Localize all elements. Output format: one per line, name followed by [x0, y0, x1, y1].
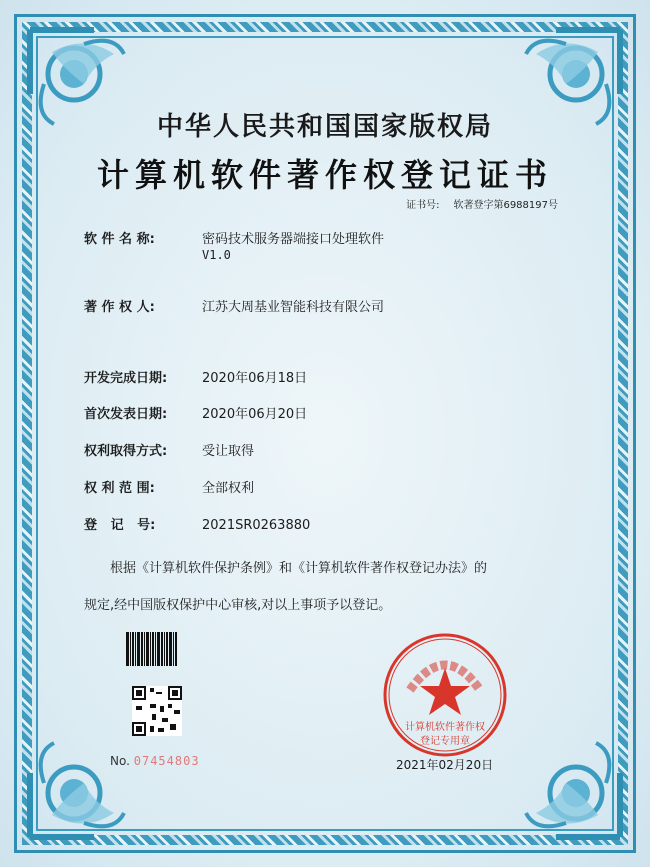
software-version: V1.0	[202, 248, 231, 262]
owner-row	[84, 296, 384, 315]
scope-row	[84, 477, 254, 496]
serial-value: 07454803	[133, 754, 200, 768]
registration-row	[84, 514, 310, 533]
legal-paragraph-line1: 根据《计算机软件保护条例》和《计算机软件著作权登记办法》的	[110, 561, 488, 576]
registration-value: 2021SR0263880	[202, 518, 311, 533]
acquire-label: 权利取得方式:	[84, 444, 168, 459]
certificate-number	[406, 196, 558, 211]
certificate-title: 计算机软件著作权登记证书	[96, 156, 553, 194]
corner-ornament	[24, 723, 144, 843]
issue-date: 2021年02月20日	[396, 758, 494, 772]
certificate-number-label: 证书号:	[406, 200, 440, 211]
acquire-value: 受让取得	[202, 444, 255, 459]
corner-ornament	[506, 723, 626, 843]
seal-line1: 计算机软件著作权	[405, 722, 485, 733]
software-name-row	[84, 228, 384, 247]
pub-date-value: 2020年06月20日	[202, 407, 308, 422]
seal-line2: 登记专用章	[420, 736, 470, 747]
registration-label: 登 记 号:	[84, 518, 156, 533]
certificate-number-value: 软著登字第6988197号	[453, 200, 558, 211]
owner-value: 江苏大周基业智能科技有限公司	[202, 300, 385, 315]
software-name-value: 密码技术服务器端接口处理软件	[202, 232, 385, 247]
acquire-row	[84, 440, 254, 459]
official-seal	[380, 630, 510, 760]
dev-date-label: 开发完成日期:	[84, 371, 168, 386]
legal-paragraph-line2: 规定,经中国版权保护中心审核,对以上事项予以登记。	[84, 598, 392, 613]
issuer-title: 中华人民共和国国家版权局	[156, 112, 493, 142]
owner-label: 著 作 权 人:	[84, 300, 155, 315]
qr-code	[132, 686, 182, 736]
dev-date-value: 2020年06月18日	[202, 371, 308, 386]
pub-date-row	[84, 403, 307, 422]
scope-label: 权 利 范 围:	[84, 481, 155, 496]
serial-label: No.	[110, 754, 130, 768]
pub-date-label: 首次发表日期:	[84, 407, 168, 422]
dev-date-row	[84, 367, 307, 386]
barcode	[126, 632, 180, 666]
serial-number	[110, 754, 200, 768]
software-name-label: 软 件 名 称:	[84, 232, 155, 247]
scope-value: 全部权利	[202, 481, 255, 496]
